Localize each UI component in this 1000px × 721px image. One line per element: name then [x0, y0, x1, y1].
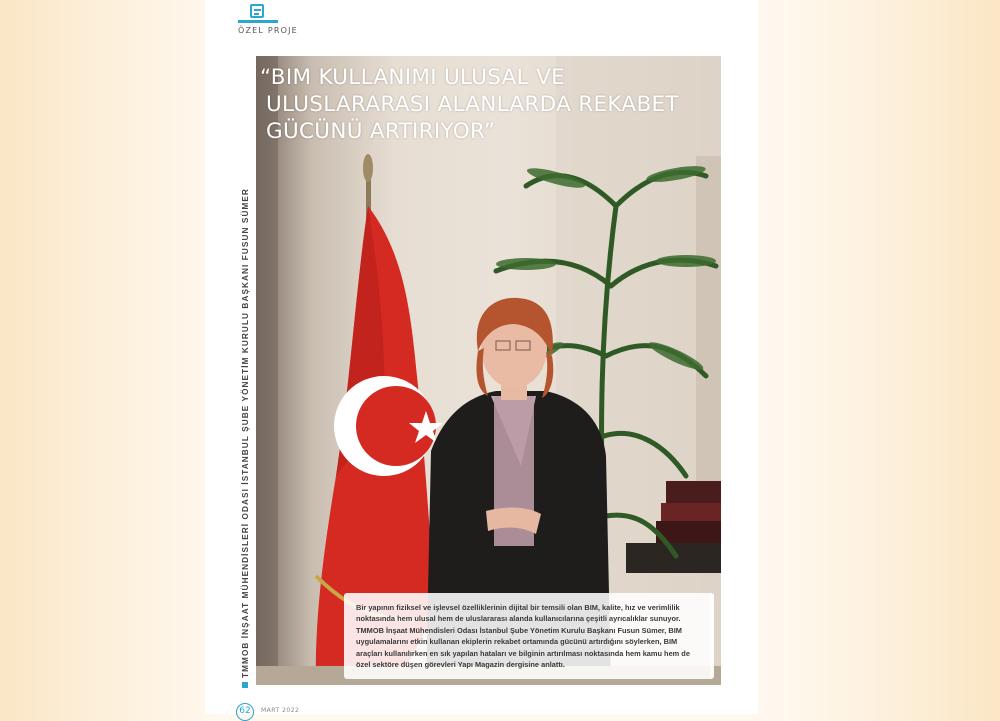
section-label: ÖZEL PROJE [238, 26, 298, 35]
accent-square-icon [242, 682, 248, 688]
vertical-credit-text: TMMOB İNŞAAT MÜHENDİSLERİ ODASI İSTANBUL ŞUBE YÖNETİM KURULU BAŞKANI FUSUN SÜMER [241, 188, 250, 678]
issue-date: MART 2022 [261, 707, 300, 714]
magazine-page [205, 0, 758, 714]
caption-box [344, 593, 714, 679]
caption-text: Bir yapının fiziksel ve işlevsel özelliklerinin dijital bir temsili olan BIM, kalite, hız ve verimlilik noktasında hem ulusal hem de uluslararası alanda kullanıcılarına çeşitli ayrıcalıklar sunuyor. TMMOB İnşaat Mühendisleri Odası İstanbul Şube Yönetim Kurulu Başkanı Fusun Sümer, BIM uygulamalarını etkin kullanan ekiplerin rekabet ortamında gücünü artırdığını söylerken, BIM araçları kullanılırken en sık yapılan hataları ve bilginin artırılması noktasında hem kamu hem de özel sektöre düşen görevleri Yapı Magazin dergisine anlattı. [356, 603, 690, 670]
headline-line-2: ULUSLARARASI ALANLARDA REKABET [266, 92, 679, 117]
photo-illustration [256, 56, 721, 685]
headline-line-1: “BIM KULLANIMI ULUSAL VE [260, 65, 565, 90]
vertical-credit [241, 188, 250, 688]
headline [260, 64, 700, 145]
section-rule [238, 20, 278, 23]
document-icon [250, 4, 264, 18]
page-number: 62 [236, 703, 254, 721]
portrait-photo [256, 56, 721, 685]
headline-line-3: GÜCÜNÜ ARTIRIYOR” [266, 119, 496, 144]
